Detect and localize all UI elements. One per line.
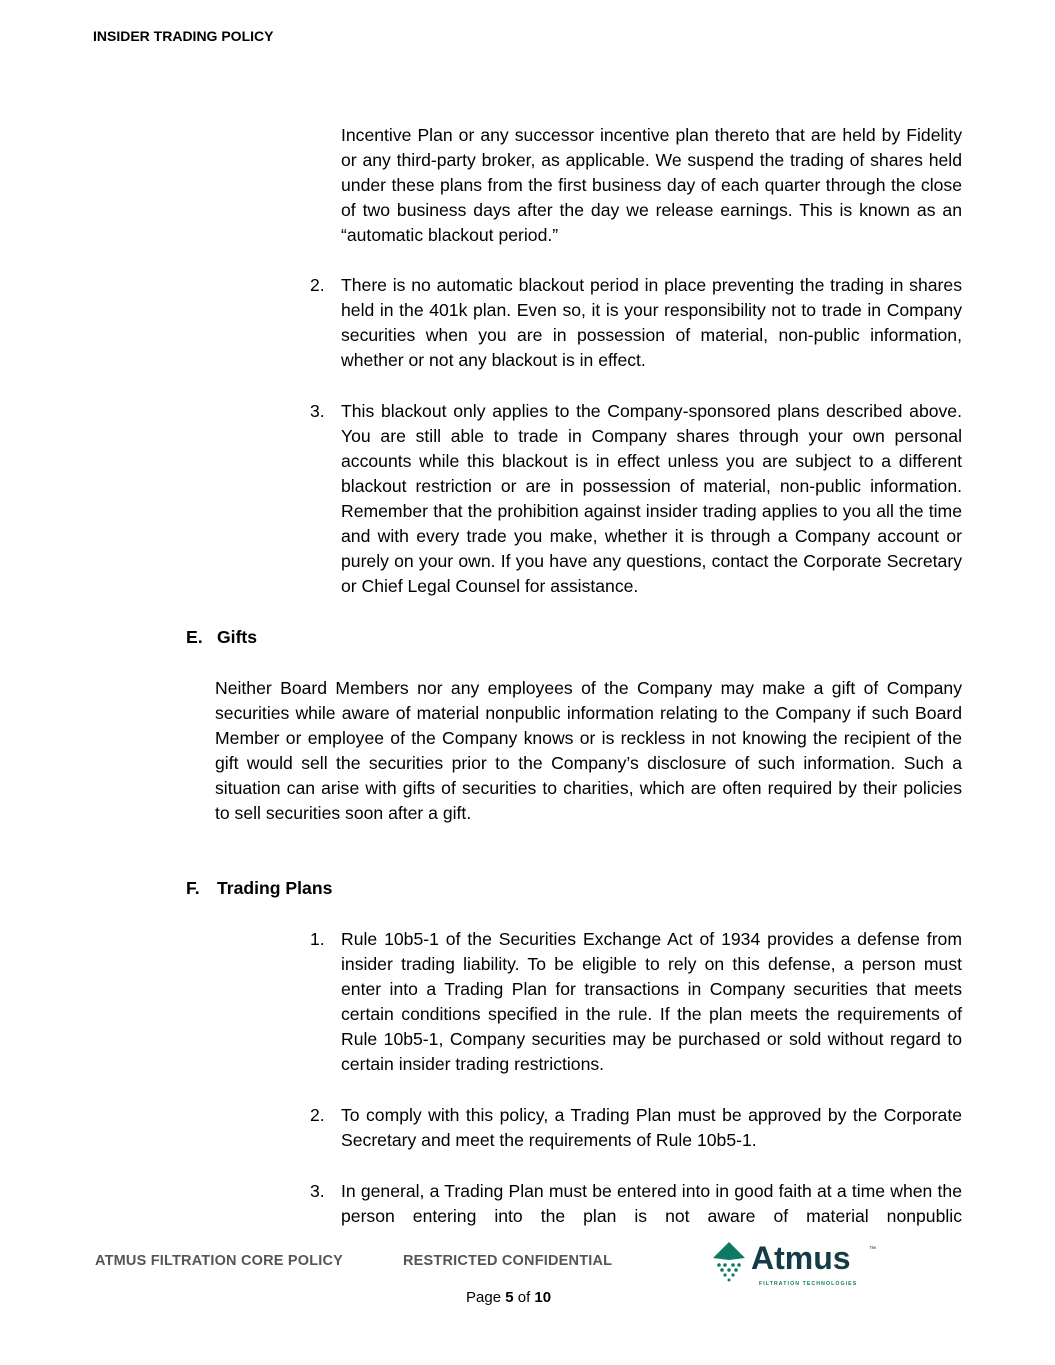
atmus-logo — [711, 1238, 881, 1290]
list-item-number: 2. — [310, 1105, 325, 1125]
section-title: Trading Plans — [217, 878, 333, 898]
list-item-number: 3. — [310, 401, 325, 421]
continued-paragraph: Incentive Plan or any successor incentive plan thereto that are held by Fidelity or any third-party broker, as applicable. We suspend the trading of shares held under these plans from the first business day of each quarter through the close of two business days after the day we release earnings. This is known as an “automatic blackout period.” — [341, 125, 962, 245]
logo-tagline: FILTRATION TECHNOLOGIES — [759, 1281, 858, 1287]
logo-wordmark: Atmus — [751, 1240, 851, 1276]
list-item-text: There is no automatic blackout period in place preventing the trading in shares held in the 401k plan. Even so, it is your responsibility not to trade in Company securities when you are in possession of material, non-public information, whether or not any blackout is in effect. — [341, 275, 962, 370]
footer-confidential-label: RESTRICTED CONFIDENTIAL — [403, 1253, 613, 1269]
footer-policy-label: ATMUS FILTRATION CORE POLICY — [95, 1253, 344, 1269]
page-number: Page 5 of 10 — [466, 1289, 552, 1306]
gifts-paragraph: Neither Board Members nor any employees of the Company may make a gift of Company securities while aware of material nonpublic information relating to the Company if such Board Member or employee of the Company knows or is reckless in not knowing the recipient of the gift would sell the securities prior to the Company’s disclosure of such information. Such a situation can arise with gifts of securities to charities, which are often required by their policies to sell securities soon after a gift. — [215, 678, 962, 823]
section-e-heading — [186, 625, 257, 650]
list-item-number: 2. — [310, 275, 325, 295]
list-item-text: To comply with this policy, a Trading Plan must be approved by the Corporate Secretary and meet the requirements of Rule 10b5-1. — [341, 1105, 962, 1150]
list-item-text: This blackout only applies to the Company-sponsored plans described above. You are still able to trade in Company shares through your own personal accounts while this blackout is in effect unless you are subject to a different blackout restriction or are in possession of material, non-public information. Remember that the prohibition against insider trading applies to you all the time and with every trade you make, whether it is through a Company account or purely on your own. If you have any questions, contact the Corporate Secretary or Chief Legal Counsel for assistance. — [341, 401, 962, 596]
logo-trademark: ™ — [869, 1246, 876, 1253]
section-letter: F. — [186, 878, 200, 898]
section-letter: E. — [186, 627, 203, 647]
section-title: Gifts — [217, 627, 258, 647]
section-f-heading — [186, 876, 332, 901]
document-header-title: INSIDER TRADING POLICY — [93, 28, 274, 44]
list-item-number: 3. — [310, 1181, 325, 1201]
list-item-text: Rule 10b5-1 of the Securities Exchange Act of 1934 provides a defense from insider trading liability. To be eligible to rely on this defense, a person must enter into a Trading Plan for transactions in Company securities that meets certain conditions specified in the rule. If the plan meets the requirements of Rule 10b5-1, Company securities may be purchased or sold without regard to certain insider trading restrictions. — [341, 929, 962, 1074]
atmus-mark-icon — [713, 1242, 745, 1282]
list-item-number: 1. — [310, 929, 325, 949]
list-item-text: In general, a Trading Plan must be entered into in good faith at a time when the person entering into the plan is not aware of material nonpublic — [341, 1181, 962, 1226]
